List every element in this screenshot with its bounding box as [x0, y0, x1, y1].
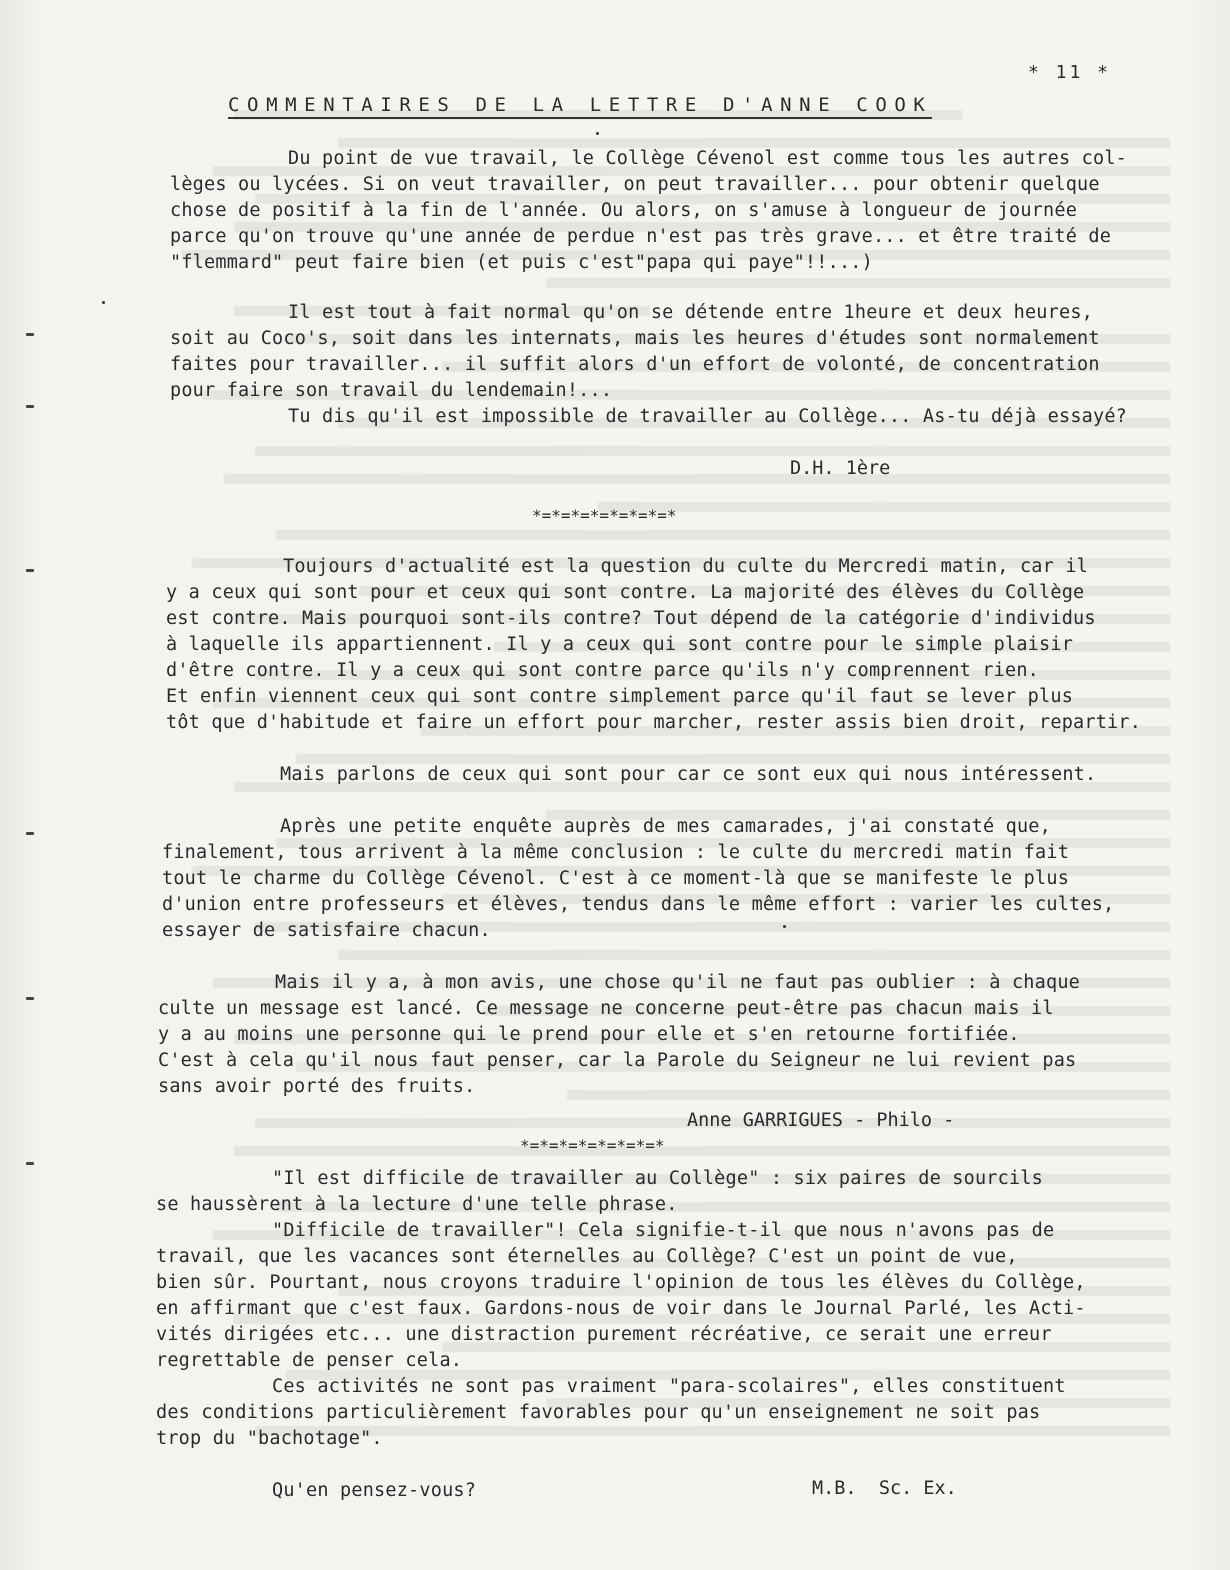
- margin-mark: [26, 569, 34, 572]
- margin-mark: [26, 832, 34, 835]
- margin-mark: [26, 1162, 34, 1165]
- s2-p3-line: tout le charme du Collège Cévenol. C'est à ce moment-là que se manifeste le plus: [162, 868, 1070, 889]
- s1-p3-line: Tu dis qu'il est impossible de travailler au Collège... As-tu déjà essayé?: [288, 406, 1128, 427]
- s2-p1-line: y a ceux qui sont pour et ceux qui sont contre. La majorité des élèves du Collège: [166, 582, 1085, 603]
- s2-p4-line: C'est à cela qu'il nous faut penser, car la Parole du Seigneur ne lui revient pas: [158, 1050, 1077, 1071]
- s1-p1-line: chose de positif à la fin de l'année. Ou alors, on s'amuse à longueur de journée: [170, 200, 1078, 221]
- s1-p1-line: Du point de vue travail, le Collège Cévenol est comme tous les autres col-: [288, 148, 1128, 169]
- s2-p1-line: d'être contre. Il y a ceux qui sont contre parce qu'ils n'y comprennent rien.: [166, 660, 1040, 681]
- signature-mb: M.B. Sc. Ex.: [812, 1478, 957, 1499]
- s2-p1-line: Et enfin viennent ceux qui sont contre simplement parce qu'il faut se lever plus: [166, 686, 1074, 707]
- s2-p3-line: finalement, tous arrivent à la même conclusion : le culte du mercredi matin fait: [162, 842, 1070, 863]
- s2-p3-line: d'union entre professeurs et élèves, tendus dans le même effort : varier les cultes,: [162, 894, 1115, 915]
- s3-p3-line: Ces activités ne sont pas vraiment "para-scolaires", elles constituent: [272, 1376, 1066, 1397]
- page-title: COMMENTAIRES DE LA LETTRE D'ANNE COOK: [228, 93, 932, 119]
- s1-p1-line: parce qu'on trouve qu'une année de perdue n'est pas très grave... et être traité de: [170, 226, 1112, 247]
- separator: *=*=*=*=*=*=*=*: [520, 1136, 665, 1155]
- separator: *=*=*=*=*=*=*=*: [532, 506, 677, 525]
- s1-p1-line: lèges ou lycées. Si on veut travailler, on peut travailler... pour obtenir quelque: [170, 174, 1100, 195]
- s1-p1-line: "flemmard" peut faire bien (et puis c'est"papa qui paye"!!...): [170, 252, 873, 273]
- s3-p1-line: "Il est difficile de travailler au Collège" : six paires de sourcils: [272, 1168, 1043, 1189]
- s2-p1-line: est contre. Mais pourquoi sont-ils contre? Tout dépend de la catégorie d'individus: [166, 608, 1096, 629]
- stray-mark: [102, 301, 105, 304]
- closing-question: Qu'en pensez-vous?: [272, 1480, 477, 1501]
- s2-p4-line: y a au moins une personne qui le prend pour elle et s'en retourne fortifiée.: [158, 1024, 1020, 1045]
- margin-mark: [26, 405, 34, 408]
- s3-p2-line: bien sûr. Pourtant, nous croyons traduire l'opinion de tous les élèves du Collège,: [156, 1272, 1086, 1293]
- s2-p1-line: Toujours d'actualité est la question du culte du Mercredi matin, car il: [283, 556, 1088, 577]
- s3-p2-line: regrettable de penser cela.: [156, 1350, 463, 1371]
- s1-p2-line: soit au Coco's, soit dans les internats, mais les heures d'études sont normalement: [170, 328, 1100, 349]
- s3-p3-line: trop du "bachotage".: [156, 1428, 383, 1449]
- margin-mark: [26, 333, 34, 336]
- s3-p2-line: vités dirigées etc... une distraction purement récréative, ce serait une erreur: [156, 1324, 1052, 1345]
- s3-p3-line: des conditions particulièrement favorables pour qu'un enseignement ne soit pas: [156, 1402, 1041, 1423]
- s3-p2-line: en affirmant que c'est faux. Gardons-nous de voir dans le Journal Parlé, les Acti-: [156, 1298, 1086, 1319]
- s1-p2-line: faites pour travailler... il suffit alors d'un effort de volonté, de concentration: [170, 354, 1100, 375]
- s2-p1-line: à laquelle ils appartiennent. Il y a ceux qui sont contre pour le simple plaisir: [166, 634, 1074, 655]
- s3-p2-line: travail, que les vacances sont éternelles au Collège? C'est un point de vue,: [156, 1246, 1018, 1267]
- s2-p3-line: Après une petite enquête auprès de mes camarades, j'ai constaté que,: [280, 816, 1051, 837]
- stray-mark: [783, 925, 786, 928]
- margin-mark: [26, 997, 34, 1000]
- page-number: * 11 *: [1028, 62, 1112, 83]
- s2-p3-line: essayer de satisfaire chacun.: [162, 920, 491, 941]
- s1-p2-line: pour faire son travail du lendemain!...: [170, 380, 613, 401]
- s3-p1-line: se haussèrent à la lecture d'une telle phrase.: [156, 1194, 678, 1215]
- s2-p1-line: tôt que d'habitude et faire un effort pour marcher, rester assis bien droit, repartir.: [166, 712, 1142, 733]
- s1-p2-line: Il est tout à fait normal qu'on se détende entre 1heure et deux heures,: [288, 302, 1093, 323]
- signature-anne-garrigues: Anne GARRIGUES - Philo -: [687, 1110, 955, 1131]
- s2-p2-line: Mais parlons de ceux qui sont pour car ce sont eux qui nous intéressent.: [280, 764, 1097, 785]
- s2-p4-line: culte un message est lancé. Ce message ne concerne peut-être pas chacun mais il: [158, 998, 1054, 1019]
- s3-p2-line: "Difficile de travailler"! Cela signifie-t-il que nous n'avons pas de: [272, 1220, 1055, 1241]
- s2-p4-line: sans avoir porté des fruits.: [158, 1076, 476, 1097]
- stray-mark: [596, 132, 599, 135]
- s2-p4-line: Mais il y a, à mon avis, une chose qu'il ne faut pas oublier : à chaque: [275, 972, 1080, 993]
- signature-dh: D.H. 1ère: [790, 458, 891, 479]
